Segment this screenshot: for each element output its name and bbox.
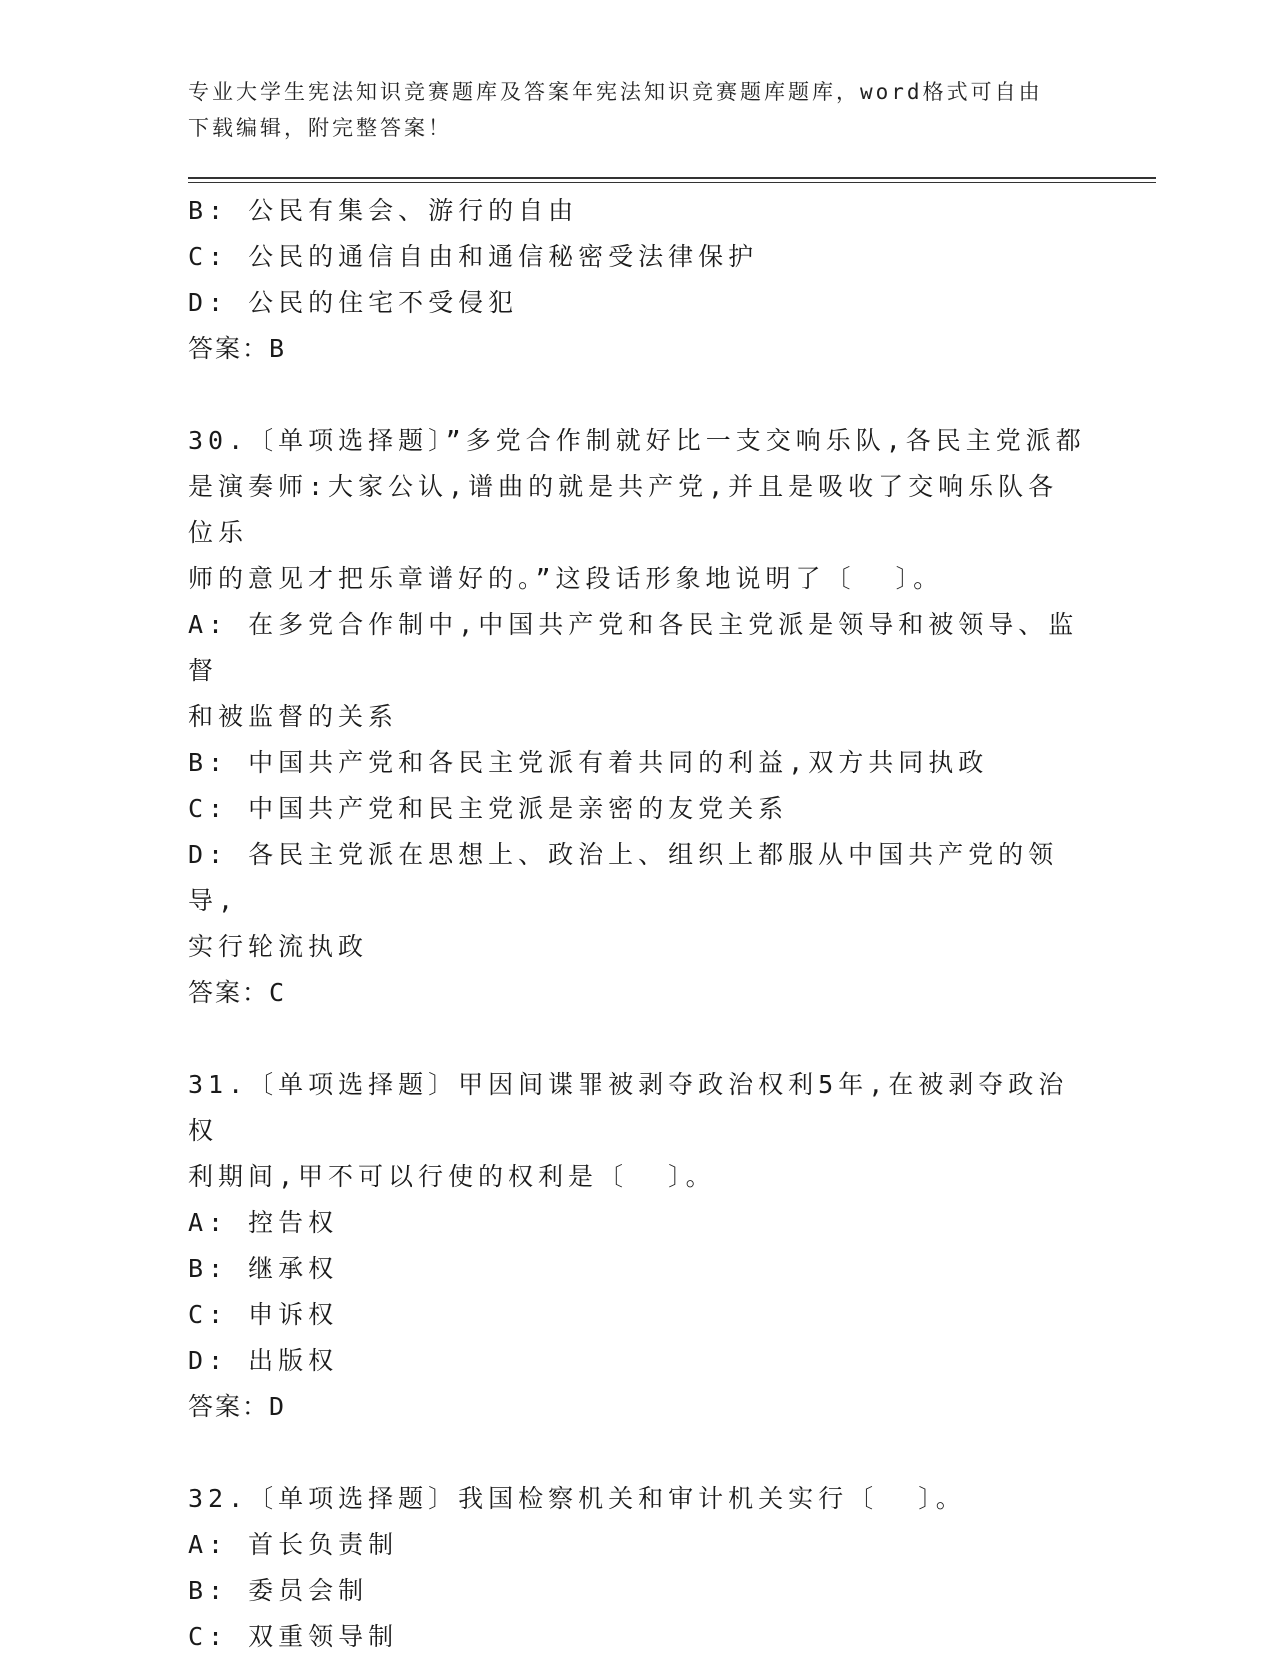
answer-line: 答案：C <box>188 978 287 1007</box>
option-b: B: 公民有集会、游行的自由 <box>188 196 579 225</box>
question-32 <box>188 1476 1088 1660</box>
header-divider-thick <box>188 177 1156 179</box>
spacer <box>188 1430 1088 1476</box>
option-b: B: 继承权 <box>188 1254 339 1283</box>
option-c: C: 公民的通信自由和通信秘密受法律保护 <box>188 242 759 271</box>
question-stem-line: 31.〔单项选择题〕甲因间谍罪被剥夺政治权利5年,在被剥夺政治权 <box>188 1070 1069 1145</box>
option-c: C: 双重领导制 <box>188 1622 399 1651</box>
option-c: C: 申诉权 <box>188 1300 339 1329</box>
document-body <box>188 188 1088 1660</box>
header-line-1: 专业大学生宪法知识竞赛题库及答案年宪法知识竞赛题库题库，word格式可自由 <box>188 80 1043 104</box>
answer-line: 答案：D <box>188 1392 287 1421</box>
header-divider-thin <box>188 182 1156 183</box>
option-d: D: 公民的住宅不受侵犯 <box>188 288 519 317</box>
spacer <box>188 372 1088 418</box>
answer-line: 答案：B <box>188 334 287 363</box>
header-line-2: 下载编辑，附完整答案！ <box>188 116 452 140</box>
option-b: B: 中国共产党和各民主党派有着共同的利益,双方共同执政 <box>188 748 989 777</box>
page-header <box>188 74 1088 146</box>
question-stem-line: 30.〔单项选择题〕”多党合作制就好比一支交响乐队,各民主党派都 <box>188 426 1086 455</box>
option-a: A: 控告权 <box>188 1208 339 1237</box>
question-stem-line: 师的意见才把乐章谱好的。”这段话形象地说明了〔 〕。 <box>188 564 944 593</box>
option-a-continued: 和被监督的关系 <box>188 702 399 731</box>
question-stem-line: 利期间,甲不可以行使的权利是〔 〕。 <box>188 1162 716 1191</box>
question-stem-line: 32.〔单项选择题〕我国检察机关和审计机关实行〔 〕。 <box>188 1484 966 1513</box>
option-a: A: 首长负责制 <box>188 1530 399 1559</box>
question-stem-line: 是演奏师:大家公认,谱曲的就是共产党,并且是吸收了交响乐队各位乐 <box>188 472 1059 547</box>
spacer <box>188 1016 1088 1062</box>
option-d-continued: 实行轮流执政 <box>188 932 369 961</box>
option-a: A: 在多党合作制中,中国共产党和各民主党派是领导和被领导、监督 <box>188 610 1079 685</box>
option-b: B: 委员会制 <box>188 1576 369 1605</box>
option-d: D: 出版权 <box>188 1346 339 1375</box>
question-31 <box>188 1062 1088 1430</box>
question-29-tail <box>188 188 1088 372</box>
option-c: C: 中国共产党和民主党派是亲密的友党关系 <box>188 794 789 823</box>
question-30 <box>188 418 1088 1016</box>
option-d: D: 各民主党派在思想上、政治上、组织上都服从中国共产党的领导, <box>188 840 1059 915</box>
